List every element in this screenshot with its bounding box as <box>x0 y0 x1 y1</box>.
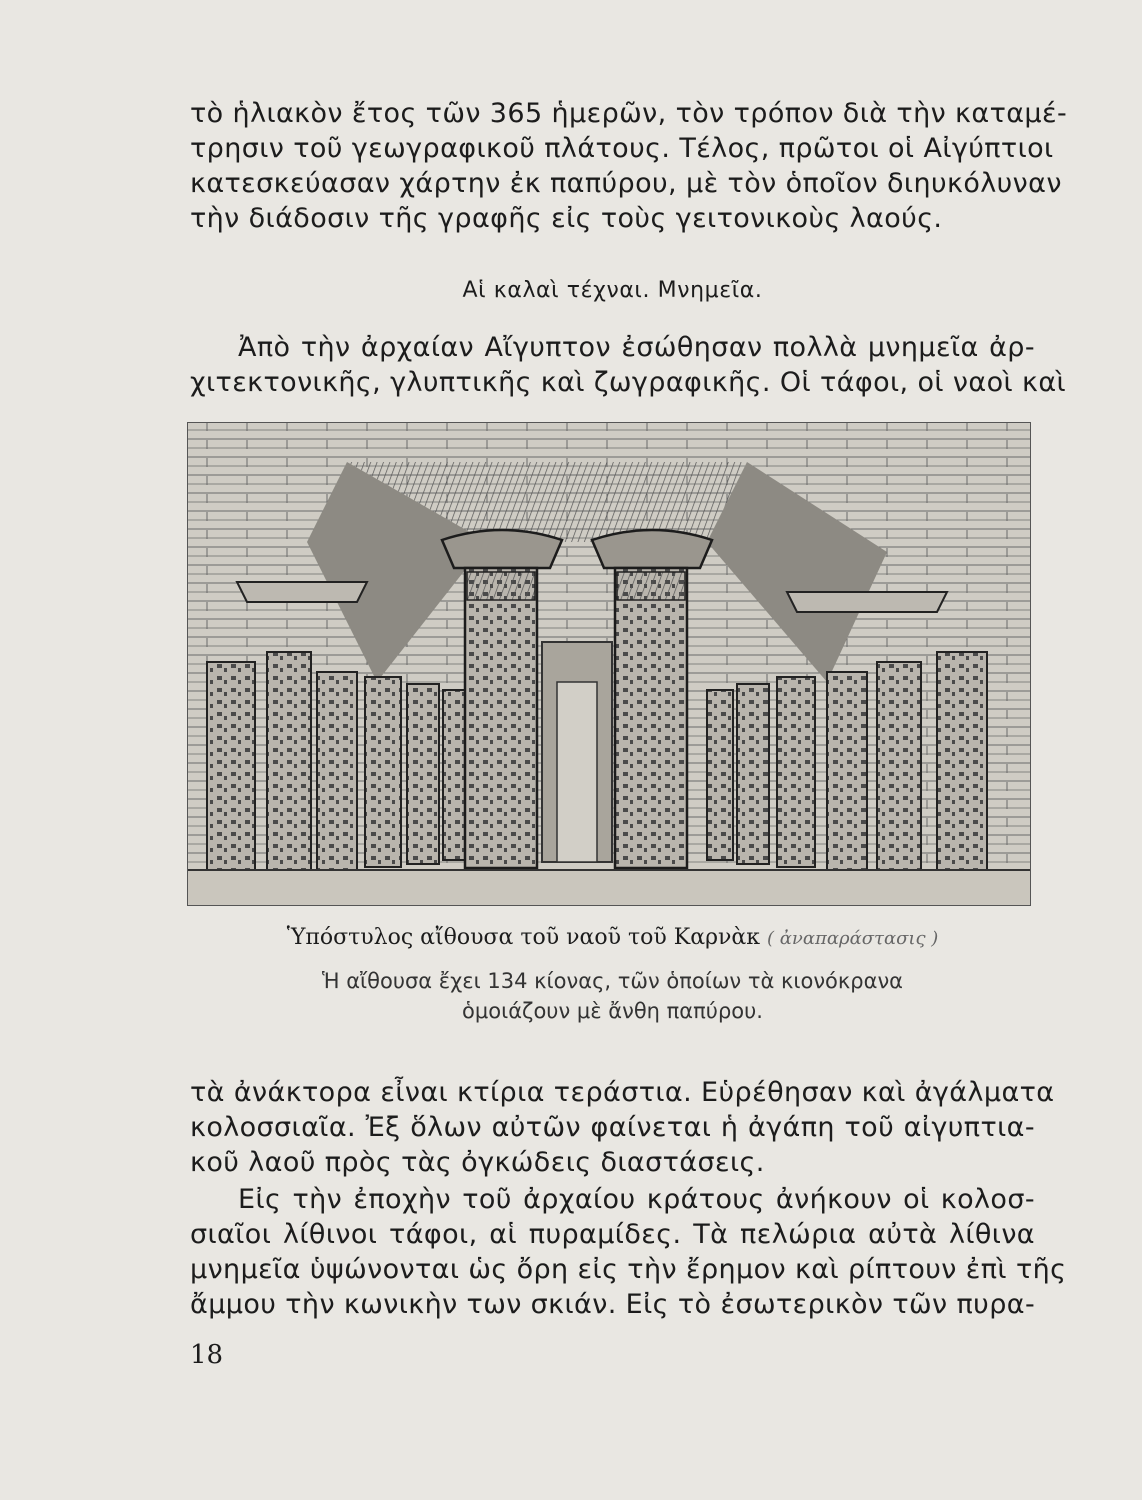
text-line: τὸ ἡλιακὸν ἔτος τῶν 365 ἡμερῶν, τὸν τρόπον διὰ τὴν καταμέ- <box>190 98 1068 129</box>
text-line: κατεσκεύασαν χάρτην ἐκ παπύρου, μὲ τὸν ὁποῖον διηυκόλυναν <box>190 168 1062 199</box>
top-paragraph <box>190 96 1068 236</box>
text-line: τὰ ἀνάκτορα εἶναι κτίρια τεράστια. Εὑρέθησαν καὶ ἀγάλματα <box>190 1077 1055 1108</box>
intro-paragraph <box>190 330 1067 400</box>
caption-line: Ἡ αἴθουσα ἔχει 134 κίονας, τῶν ὁποίων τὰ κιονόκρανα <box>321 969 904 993</box>
figure-caption-title <box>190 925 1035 950</box>
text-line: τρησιν τοῦ γεωγραφικοῦ πλάτους. Τέλος, πρῶτοι οἱ Αἰγύπτιοι <box>190 133 1054 164</box>
page-number: 18 <box>190 1340 224 1370</box>
text-line: τὴν διάδοσιν τῆς γραφῆς εἰς τοὺς γειτονικοὺς λαούς. <box>190 203 943 234</box>
text-line: κοῦ λαοῦ πρὸς τὰς ὀγκώδεις διαστάσεις. <box>190 1147 765 1178</box>
text-line: Εἰς τὴν ἐποχὴν τοῦ ἀρχαίου κράτους ἀνήκουν οἱ κολοσ- <box>238 1184 1035 1215</box>
section-heading: Αἱ καλαὶ τέχναι. Μνημεῖα. <box>462 278 763 303</box>
karnak-hypostyle-illustration <box>187 422 1031 906</box>
body-paragraph-1 <box>190 1075 1055 1180</box>
caption-title-text: Ὑπόστυλος αἴθουσα τοῦ ναοῦ τοῦ Καρνὰκ <box>286 925 760 950</box>
text-line: μνημεῖα ὑψώνονται ὡς ὄρη εἰς τὴν ἔρημον καὶ ρίπτουν ἐπὶ τῆς <box>190 1254 1067 1285</box>
text-line: σιαῖοι λίθινοι τάφοι, αἱ πυραμίδες. Τὰ πελώρια αὐτὰ λίθινα <box>190 1219 1035 1250</box>
text-line: κολοσσιαῖα. Ἐξ ὅλων αὐτῶν φαίνεται ἡ ἀγάπη τοῦ αἰγυπτια- <box>190 1112 1035 1143</box>
figure-caption-text <box>190 966 1035 1026</box>
caption-line: ὁμοιάζουν μὲ ἄνθη παπύρου. <box>462 999 763 1023</box>
caption-note: ( ἀναπαράστασις ) <box>767 928 939 949</box>
text-line: χιτεκτονικῆς, γλυπτικῆς καὶ ζωγραφικῆς. Οἱ τάφοι, οἱ ναοὶ καὶ <box>190 367 1067 398</box>
body-paragraph-2 <box>190 1182 1067 1322</box>
text-line: Ἀπὸ τὴν ἀρχαίαν Αἴγυπτον ἐσώθησαν πολλὰ μνημεῖα ἀρ- <box>238 332 1035 363</box>
text-line: ἄμμου τὴν κωνικὴν των σκιάν. Εἰς τὸ ἐσωτερικὸν τῶν πυρα- <box>190 1289 1036 1320</box>
